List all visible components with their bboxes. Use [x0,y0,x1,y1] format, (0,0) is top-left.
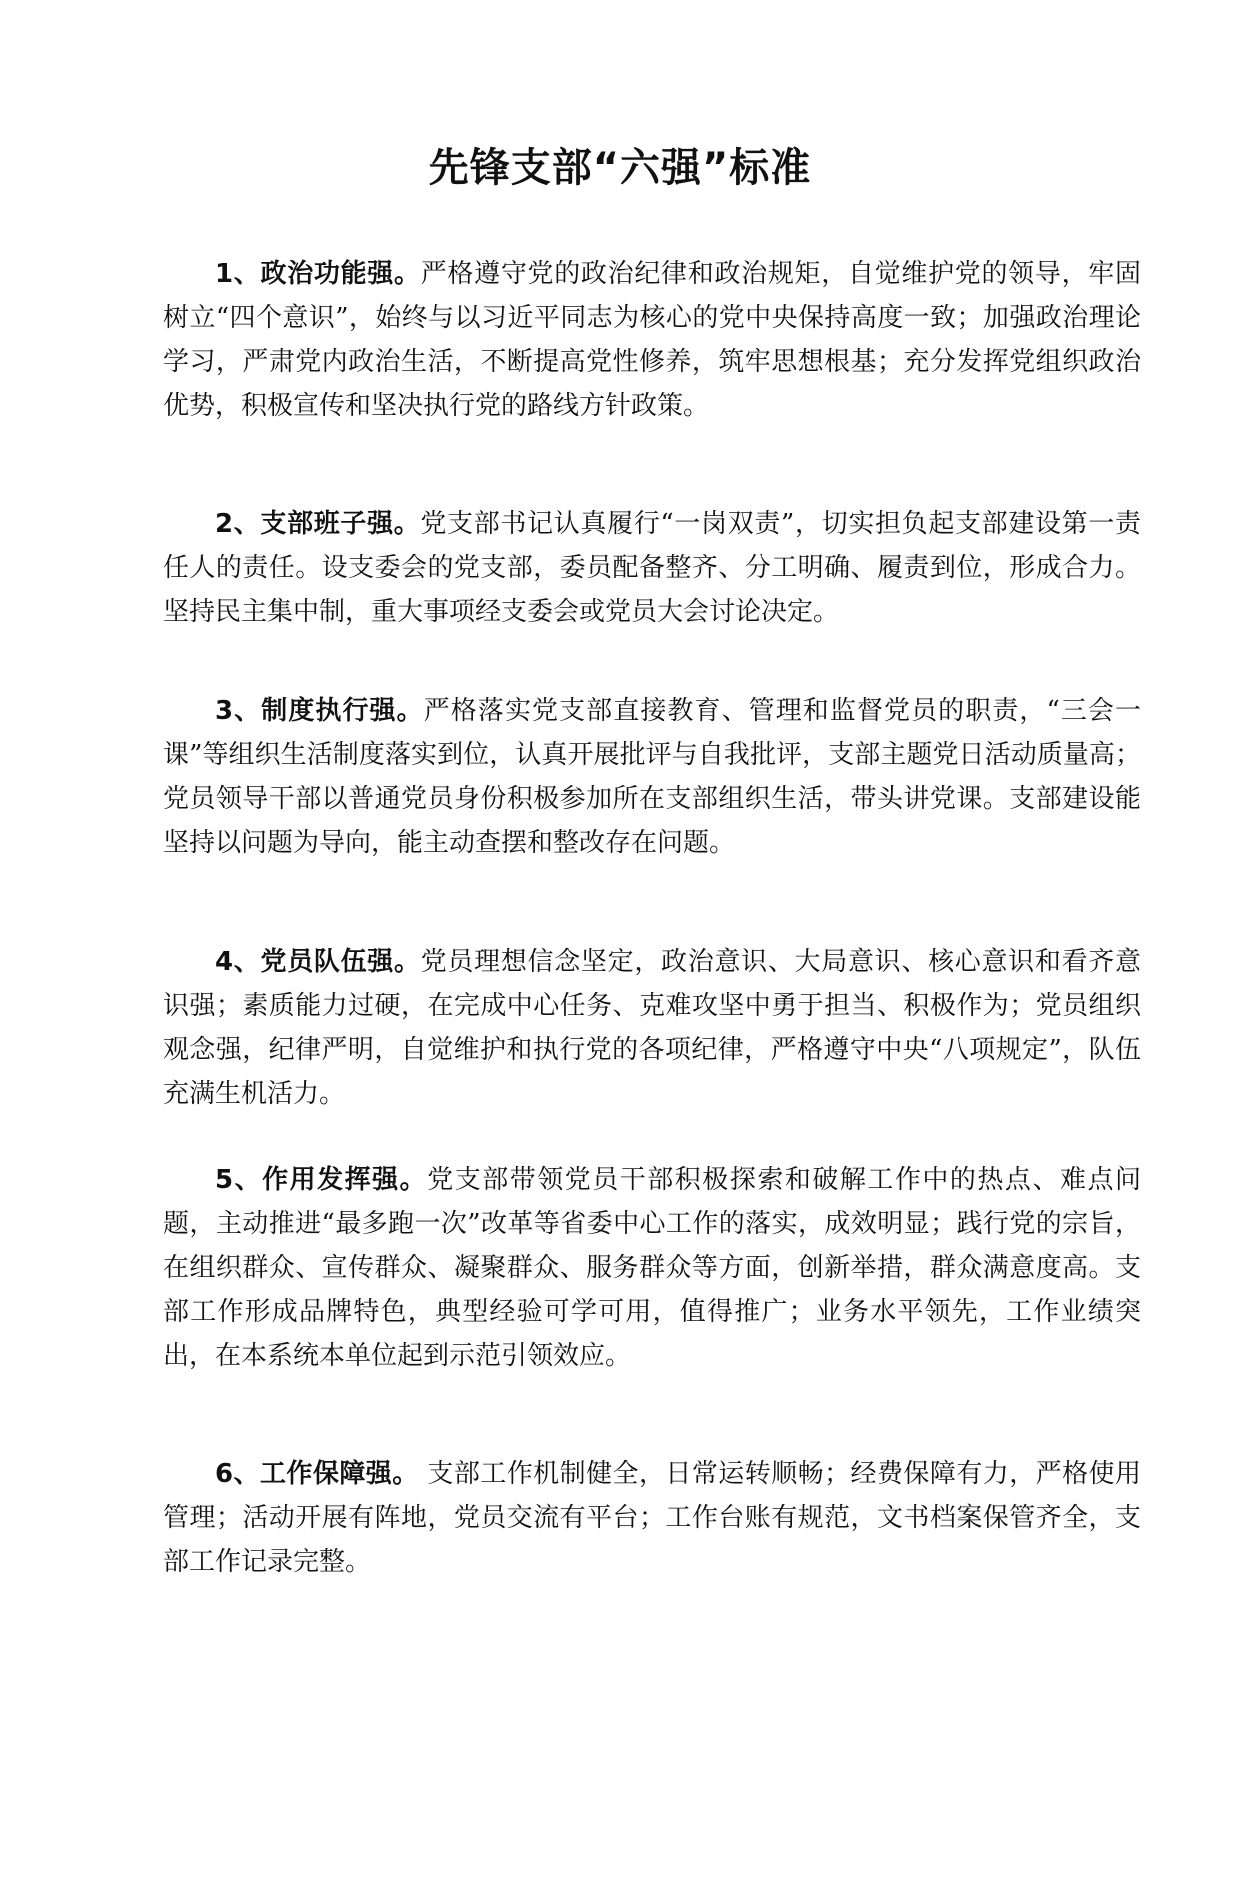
section-body: 党支部带领党员干部积极探索和破解工作中的热点、难点问题，主动推进“最多跑一次”改革等省委中心工作的落实，成效明显；践行党的宗旨，在组织群众、宣传群众、凝聚群众、服务群众等方面，创新举措，群众满意度高。支部工作形成品牌特色，典型经验可学可用，值得推广；业务水平领先，工作业绩突出，在本系统本单位起到示范引领效应。 [163,1165,1141,1371]
section-branch-leadership [163,502,1141,634]
section-work-guarantee [163,1452,1141,1584]
section-heading: 5、作用发挥强。 [215,1165,428,1195]
section-party-members [163,940,1141,1116]
document-title: 先锋支部“六强”标准 [428,145,812,191]
section-body: 党支部书记认真履行“一岗双责”，切实担负起支部建设第一责任人的责任。设支委会的党支部，委员配备整齐、分工明确、履责到位，形成合力。坚持民主集中制，重大事项经支委会或党员大会讨论决定。 [163,509,1141,627]
section-political-function [163,252,1141,428]
section-body: 支部工作机制健全，日常运转顺畅；经费保障有力，严格使用管理；活动开展有阵地，党员交流有平台；工作台账有规范，文书档案保管齐全，支部工作记录完整。 [163,1459,1142,1577]
section-body: 严格遵守党的政治纪律和政治规矩，自觉维护党的领导，牢固树立“四个意识”，始终与以习近平同志为核心的党中央保持高度一致；加强政治理论学习，严肃党内政治生活，不断提高党性修养，筑牢思想根基；充分发挥党组织政治优势，积极宣传和坚决执行党的路线方针政策。 [163,259,1141,421]
section-body: 党员理想信念坚定，政治意识、大局意识、核心意识和看齐意识强；素质能力过硬，在完成中心任务、克难攻坚中勇于担当、积极作为；党员组织观念强，纪律严明，自觉维护和执行党的各项纪律，严格遵守中央“八项规定”，队伍充满生机活力。 [163,947,1141,1109]
section-body: 严格落实党支部直接教育、管理和监督党员的职责，“三会一课”等组织生活制度落实到位，认真开展批评与自我批评，支部主题党日活动质量高；党员领导干部以普通党员身份积极参加所在支部组织生活，带头讲党课。支部建设能坚持以问题为导向，能主动查摆和整改存在问题。 [163,696,1142,858]
section-role-performance [163,1158,1141,1378]
section-system-execution [163,689,1141,865]
section-heading: 6、工作保障强。 [215,1459,419,1489]
section-heading: 4、党员队伍强。 [215,947,421,977]
section-heading: 2、支部班子强。 [215,509,421,539]
section-heading: 1、政治功能强。 [215,259,421,289]
section-heading: 3、制度执行强。 [215,696,424,726]
